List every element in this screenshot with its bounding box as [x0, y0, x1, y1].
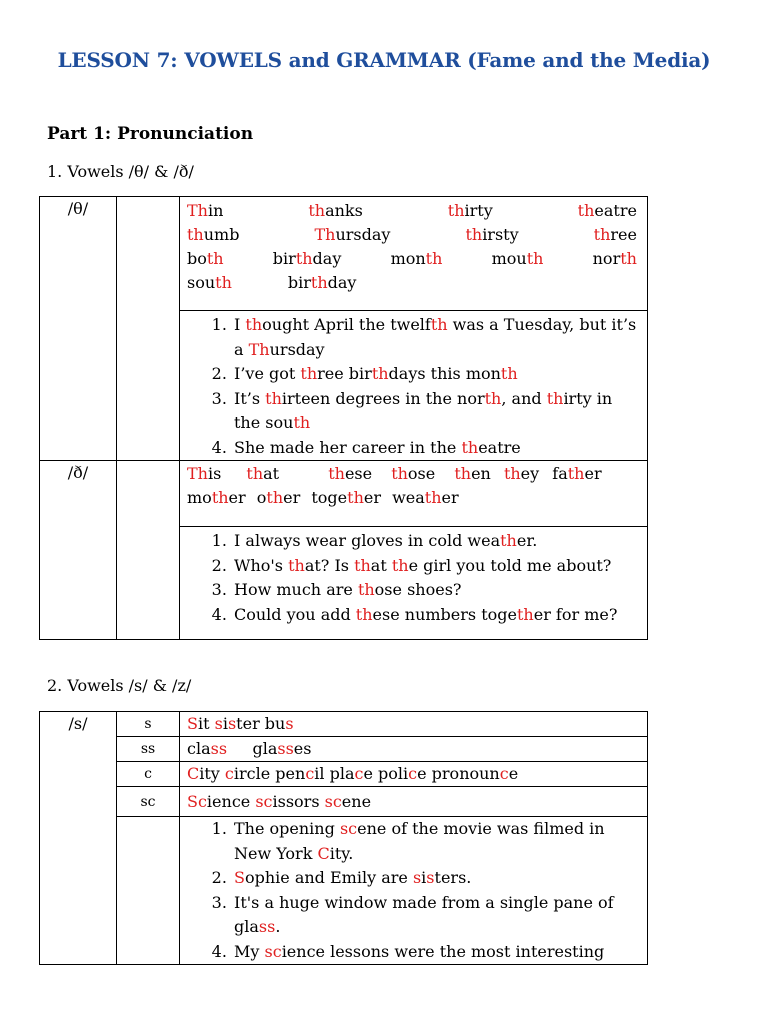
text-fragment: ophie and Emily are	[244, 868, 413, 887]
text-fragment: er	[363, 488, 381, 507]
highlight-letters: th	[215, 273, 232, 292]
text-fragment: irsty	[482, 225, 519, 244]
vocab-word	[187, 223, 239, 247]
highlight-letters: th	[295, 249, 313, 268]
s-sentences-cell	[180, 817, 648, 965]
text-fragment: er	[441, 488, 459, 507]
example-sentence	[232, 578, 639, 603]
text-fragment: ircle pen	[233, 764, 306, 783]
highlight-letters: th	[187, 225, 204, 244]
text-fragment: I’ve got	[234, 364, 301, 383]
example-sentence	[232, 940, 639, 965]
highlight-letters: th	[211, 488, 229, 507]
text-fragment: ey	[520, 464, 540, 483]
eth-symbol: /ð/	[40, 461, 117, 640]
highlight-letters: th	[245, 315, 263, 334]
eth-word-list	[180, 462, 647, 510]
highlight-letters: th	[500, 531, 517, 550]
text-fragment: ese numbers toge	[372, 604, 517, 624]
text-fragment: was a Tuesday, but it’s a	[234, 315, 637, 359]
theta-eth-table	[39, 196, 648, 640]
theta-word-row	[180, 271, 647, 295]
example-sentence	[232, 554, 639, 579]
highlight-letters: th	[310, 273, 328, 292]
highlight-letters: th	[567, 464, 585, 483]
text-fragment: ose shoes?	[374, 580, 462, 599]
highlight-letters: c	[305, 764, 315, 783]
section2-heading: 2. Vowels /s/ & /z/	[47, 676, 192, 695]
spelling-pattern: sc	[117, 787, 180, 817]
highlight-letters: th	[265, 388, 282, 408]
text-fragment: ters.	[434, 868, 472, 887]
text-fragment: ree	[610, 225, 637, 244]
text-fragment: ose	[407, 464, 436, 483]
text-fragment: Who's	[234, 555, 289, 575]
example-sentence	[232, 866, 639, 891]
text-fragment: ree bir	[317, 364, 372, 383]
highlight-letters: th	[465, 225, 483, 244]
vocab-word	[454, 464, 491, 483]
text-fragment: ursday	[269, 339, 325, 359]
text-fragment: bo	[187, 249, 207, 268]
lesson-title: LESSON 7: VOWELS and GRAMMAR (Fame and the Media)	[57, 48, 711, 72]
highlight-letters: th	[293, 413, 311, 432]
highlight-letters: th	[454, 464, 472, 483]
eth-words-cell	[180, 461, 648, 527]
vocab-word	[246, 464, 279, 483]
text-fragment: I always wear gloves in cold wea	[234, 531, 501, 550]
vocab-word	[391, 464, 435, 483]
text-fragment: e girl you told me about?	[408, 555, 612, 575]
text-fragment: gla	[227, 739, 278, 758]
highlight-letters: th	[371, 364, 389, 383]
eth-sentence-list	[180, 529, 647, 627]
highlight-letters: s	[285, 714, 294, 733]
highlight-letters: th	[355, 604, 373, 624]
theta-empty-cell	[117, 197, 180, 461]
highlight-letters: th	[300, 364, 318, 383]
highlight-letters: th	[424, 488, 442, 507]
vocab-word	[492, 247, 544, 271]
text-fragment: at? Is	[304, 555, 355, 575]
theta-sentences-cell	[180, 311, 648, 461]
highlight-letters: th	[503, 464, 521, 483]
highlight-letters: c	[354, 764, 364, 783]
text-fragment: day	[327, 273, 357, 292]
text-fragment: ought April the twelf	[262, 315, 431, 334]
text-fragment: ene of the movie was filmed in New York	[234, 819, 605, 863]
vocab-word	[187, 199, 223, 223]
s-symbol: /s/	[40, 712, 117, 965]
text-fragment: toge	[311, 488, 348, 507]
vocab-word	[314, 223, 390, 247]
highlight-letters: ss	[258, 917, 276, 936]
highlight-letters: sc	[255, 791, 273, 811]
highlight-letters: th	[577, 201, 595, 220]
highlight-letters: th	[354, 555, 371, 575]
text-fragment: The opening	[234, 819, 340, 838]
highlight-letters: th	[206, 249, 224, 268]
text-fragment: It’s	[234, 388, 266, 408]
vocab-word	[187, 247, 224, 271]
text-fragment: ity	[199, 764, 225, 783]
text-fragment: mou	[491, 249, 527, 268]
example-sentence	[232, 817, 639, 866]
section1-heading: 1. Vowels /θ/ & /ð/	[47, 162, 194, 181]
text-fragment: es	[293, 739, 312, 758]
text-fragment: it	[197, 714, 215, 733]
highlight-letters: th	[620, 249, 637, 268]
text-fragment: e	[508, 764, 519, 783]
highlight-letters: S	[187, 714, 198, 733]
text-fragment: ience	[206, 791, 256, 811]
highlight-letters: sc	[324, 791, 342, 811]
example-sentence	[232, 603, 639, 628]
theta-word-row	[180, 199, 647, 223]
highlight-letters: th	[430, 315, 448, 334]
example-sentence	[232, 891, 639, 940]
text-fragment: ience lessons were the most interesting	[281, 941, 605, 961]
example-sentence	[232, 313, 639, 362]
highlight-letters: th	[593, 225, 611, 244]
s-sentence-list	[180, 817, 647, 964]
text-fragment: wea	[392, 488, 425, 507]
highlight-letters: c	[408, 764, 418, 783]
text-fragment: How much are	[234, 580, 358, 599]
theta-sentence-list	[180, 313, 647, 460]
example-sentence	[232, 436, 639, 461]
highlight-letters: c	[499, 764, 509, 783]
text-fragment: It's a huge window made from a single pane of gla	[234, 892, 614, 936]
text-fragment: o	[256, 488, 267, 507]
text-fragment: anks	[325, 201, 363, 220]
highlight-letters: th	[357, 580, 375, 599]
text-fragment: fa	[552, 464, 568, 483]
highlight-letters: th	[516, 604, 534, 624]
text-fragment: sou	[187, 273, 216, 292]
text-fragment: ity.	[329, 843, 354, 863]
text-fragment: bir	[287, 273, 311, 292]
spelling-pattern: c	[117, 762, 180, 787]
highlight-letters: th	[500, 364, 518, 383]
text-fragment: il pla	[314, 764, 355, 783]
part1-heading: Part 1: Pronunciation	[47, 124, 254, 144]
text-fragment: ursday	[335, 225, 391, 244]
text-fragment: ese	[344, 464, 373, 483]
vocab-word	[187, 488, 246, 507]
text-fragment: issors	[272, 791, 325, 811]
text-fragment: Could you add	[234, 604, 356, 624]
highlight-letters: s	[426, 868, 435, 887]
highlight-letters: sc	[264, 941, 282, 961]
text-fragment: My	[234, 941, 265, 961]
highlight-letters: th	[391, 555, 409, 575]
text-fragment: irteen degrees in the nor	[281, 388, 485, 408]
example-sentence	[232, 387, 639, 436]
highlight-letters: th	[447, 201, 465, 220]
highlight-letters: th	[328, 464, 345, 483]
vocab-word	[328, 464, 372, 483]
text-fragment: bir	[272, 249, 296, 268]
text-fragment: irty	[464, 201, 493, 220]
text-fragment: mo	[187, 488, 212, 507]
highlight-letters: th	[526, 249, 544, 268]
text-fragment: i	[421, 868, 427, 887]
theta-word-row	[180, 223, 647, 247]
text-fragment: at	[370, 555, 392, 575]
highlight-letters: Th	[248, 339, 270, 359]
highlight-letters: Th	[187, 464, 208, 483]
highlight-letters: th	[308, 201, 326, 220]
vocab-word	[391, 247, 443, 271]
s-empty-cell	[117, 817, 180, 965]
theta-symbol: /θ/	[40, 197, 117, 461]
spelling-pattern: ss	[117, 737, 180, 762]
example-sentence	[232, 362, 639, 387]
highlight-letters: th	[288, 555, 305, 575]
text-fragment: mon	[390, 249, 426, 268]
text-fragment: eatre	[594, 201, 637, 220]
text-fragment: .	[275, 917, 281, 936]
s-z-table	[39, 711, 648, 965]
vocab-word	[273, 247, 342, 271]
vocab-word	[288, 271, 357, 295]
spelling-words	[180, 712, 648, 737]
text-fragment: at	[263, 464, 280, 483]
text-fragment: er	[584, 464, 602, 483]
highlight-letters: s	[412, 868, 422, 887]
vocab-word	[465, 223, 518, 247]
highlight-letters: th	[461, 437, 479, 457]
spelling-words	[180, 737, 648, 762]
text-fragment: er	[283, 488, 301, 507]
text-fragment: er.	[516, 531, 538, 550]
text-fragment: days this mon	[388, 364, 501, 383]
vocab-word	[593, 247, 637, 271]
vocab-word	[578, 199, 637, 223]
highlight-letters: th	[391, 464, 408, 483]
highlight-letters: s	[227, 714, 237, 733]
text-fragment: eatre	[478, 437, 521, 457]
eth-empty-cell	[117, 461, 180, 640]
highlight-letters: ss	[210, 739, 228, 758]
highlight-letters: Sc	[187, 791, 207, 811]
highlight-letters: th	[425, 249, 443, 268]
text-fragment: en	[471, 464, 491, 483]
text-fragment: e poli	[363, 764, 409, 783]
highlight-letters: C	[317, 843, 330, 863]
highlight-letters: c	[224, 764, 234, 783]
text-fragment: I	[234, 315, 246, 334]
text-fragment: i	[222, 714, 228, 733]
highlight-letters: C	[187, 764, 200, 783]
text-fragment: e pronoun	[417, 764, 500, 783]
highlight-letters: th	[546, 388, 564, 408]
vocab-word	[187, 464, 221, 483]
text-fragment: is	[207, 464, 222, 483]
text-fragment: , and	[501, 388, 547, 408]
vocab-word	[504, 464, 539, 483]
theta-word-row	[180, 247, 647, 271]
text-fragment: ter bu	[236, 714, 286, 733]
highlight-letters: s	[214, 714, 223, 733]
text-fragment: er	[228, 488, 246, 507]
vocab-word	[594, 223, 637, 247]
text-fragment: cla	[187, 739, 211, 758]
text-fragment: ene	[341, 791, 372, 811]
highlight-letters: th	[266, 488, 284, 507]
spelling-words	[180, 762, 648, 787]
vocab-word	[187, 271, 232, 295]
text-fragment: umb	[203, 225, 240, 244]
text-fragment: nor	[592, 249, 621, 268]
highlight-letters: th	[246, 464, 264, 483]
vocab-word	[311, 488, 381, 507]
vocab-word	[448, 199, 493, 223]
text-fragment: day	[312, 249, 342, 268]
text-fragment: in	[207, 201, 224, 220]
highlight-letters: S	[234, 868, 245, 887]
theta-words-cell	[180, 197, 648, 311]
vocab-word	[257, 488, 301, 507]
vocab-word	[552, 464, 601, 483]
highlight-letters: th	[484, 388, 502, 408]
text-fragment: irty in the sou	[234, 388, 613, 432]
highlight-letters: Th	[187, 201, 208, 220]
text-fragment: er for me?	[533, 604, 618, 624]
vocab-word	[392, 488, 459, 507]
spelling-words	[180, 787, 648, 817]
highlight-letters: sc	[339, 819, 358, 838]
highlight-letters: Th	[314, 225, 336, 244]
text-fragment: She made her career in the	[234, 437, 462, 457]
eth-sentences-cell	[180, 527, 648, 640]
highlight-letters: ss	[277, 739, 294, 758]
highlight-letters: th	[347, 488, 364, 507]
example-sentence	[232, 529, 639, 554]
vocab-word	[308, 199, 362, 223]
spelling-pattern: s	[117, 712, 180, 737]
